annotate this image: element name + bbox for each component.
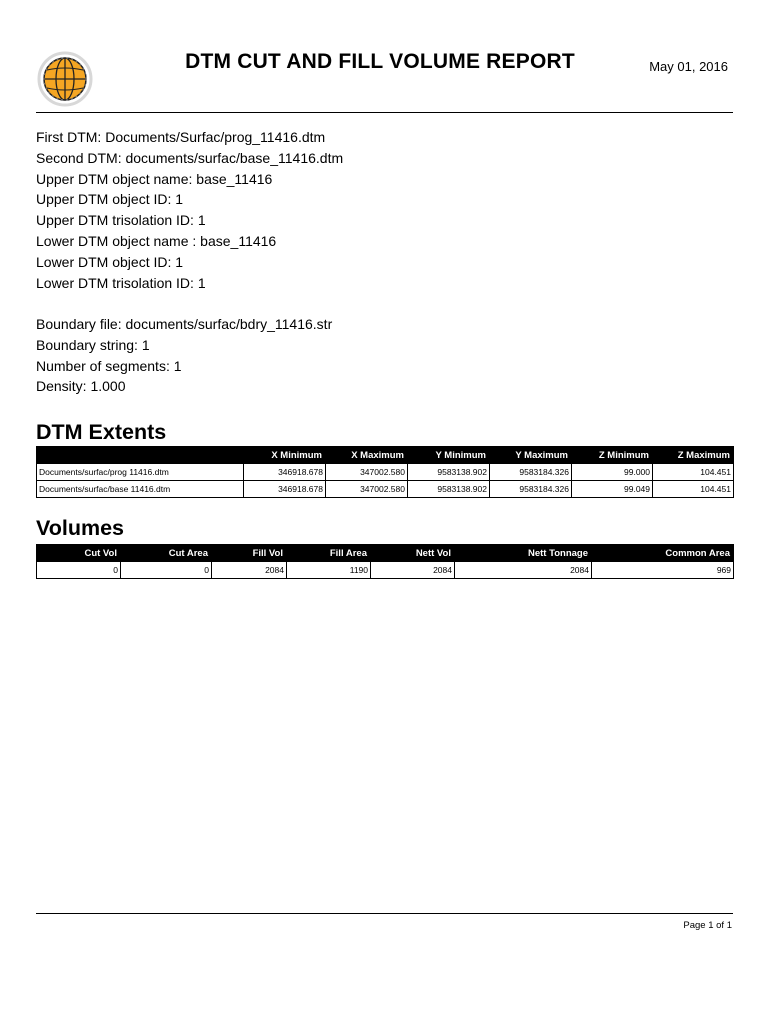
- header-divider: [36, 112, 733, 113]
- x-maximum-cell: 347002.580: [326, 481, 408, 498]
- column-header-cut-area: Cut Area: [121, 545, 212, 562]
- column-header-x-maximum: X Maximum: [326, 447, 408, 464]
- dtm-name-cell: Documents/surfac/base 11416.dtm: [37, 481, 244, 498]
- boundary-info-block: [36, 314, 332, 397]
- table-header-row: [37, 447, 734, 464]
- upper-dtm-object-id-line: Upper DTM object ID: 1: [36, 191, 184, 208]
- volumes-heading: Volumes: [36, 516, 125, 540]
- report-title: DTM CUT AND FILL VOLUME REPORT: [185, 50, 575, 73]
- y-maximum-cell: 9583184.326: [490, 481, 572, 498]
- upper-dtm-object-name-line: Upper DTM object name: base_11416: [36, 170, 273, 187]
- dtm-name-cell: Documents/surfac/prog 11416.dtm: [37, 464, 244, 481]
- y-maximum-cell: 9583184.326: [490, 464, 572, 481]
- common-area-cell: 969: [592, 562, 734, 579]
- column-header-nett-vol: Nett Vol: [371, 545, 455, 562]
- z-minimum-cell: 99.000: [572, 464, 653, 481]
- column-header-fill-area: Fill Area: [287, 545, 371, 562]
- table-row: [37, 562, 734, 579]
- cut-area-cell: 0: [121, 562, 212, 579]
- column-header-x-minimum: X Minimum: [244, 447, 326, 464]
- z-minimum-cell: 99.049: [572, 481, 653, 498]
- column-header-z-maximum: Z Maximum: [653, 447, 734, 464]
- boundary-string-line: Boundary string: 1: [36, 336, 150, 353]
- column-header-cut-vol: Cut Vol: [37, 545, 121, 562]
- dtm-info-block: [36, 127, 343, 293]
- z-maximum-cell: 104.451: [653, 481, 734, 498]
- nett-tonnage-cell: 2084: [455, 562, 592, 579]
- z-maximum-cell: 104.451: [653, 464, 734, 481]
- page-number: Page 1 of 1: [683, 920, 732, 931]
- x-minimum-cell: 346918.678: [244, 481, 326, 498]
- lower-dtm-object-name-line: Lower DTM object name : base_11416: [36, 232, 277, 249]
- x-minimum-cell: 346918.678: [244, 464, 326, 481]
- column-header-name: [37, 447, 244, 464]
- first-dtm-line: First DTM: Documents/Surfac/prog_11416.dtm: [36, 129, 326, 145]
- table-row: [37, 481, 734, 498]
- second-dtm-line: Second DTM: documents/surfac/base_11416.dtm: [36, 149, 344, 166]
- table-row: [37, 464, 734, 481]
- column-header-y-minimum: Y Minimum: [408, 447, 490, 464]
- column-header-z-minimum: Z Minimum: [572, 447, 653, 464]
- column-header-common-area: Common Area: [592, 545, 734, 562]
- column-header-fill-vol: Fill Vol: [212, 545, 287, 562]
- density-line: Density: 1.000: [36, 378, 126, 395]
- upper-dtm-trisolation-id-line: Upper DTM trisolation ID: 1: [36, 212, 206, 229]
- lower-dtm-trisolation-id-line: Lower DTM trisolation ID: 1: [36, 274, 206, 291]
- y-minimum-cell: 9583138.902: [408, 464, 490, 481]
- globe-icon: [37, 48, 93, 110]
- cut-vol-cell: 0: [37, 562, 121, 579]
- number-of-segments-line: Number of segments: 1: [36, 357, 182, 374]
- y-minimum-cell: 9583138.902: [408, 481, 490, 498]
- fill-vol-cell: 2084: [212, 562, 287, 579]
- lower-dtm-object-id-line: Lower DTM object ID: 1: [36, 253, 184, 270]
- column-header-y-maximum: Y Maximum: [490, 447, 572, 464]
- fill-area-cell: 1190: [287, 562, 371, 579]
- nett-vol-cell: 2084: [371, 562, 455, 579]
- dtm-extents-table: [36, 446, 734, 498]
- table-header-row: [37, 545, 734, 562]
- dtm-extents-heading: DTM Extents: [36, 420, 167, 444]
- boundary-file-line: Boundary file: documents/surfac/bdry_11416.str: [36, 316, 333, 332]
- column-header-nett-tonnage: Nett Tonnage: [455, 545, 592, 562]
- footer-divider: [36, 913, 733, 914]
- volumes-table: [36, 544, 734, 579]
- x-maximum-cell: 347002.580: [326, 464, 408, 481]
- report-date: May 01, 2016: [649, 59, 728, 74]
